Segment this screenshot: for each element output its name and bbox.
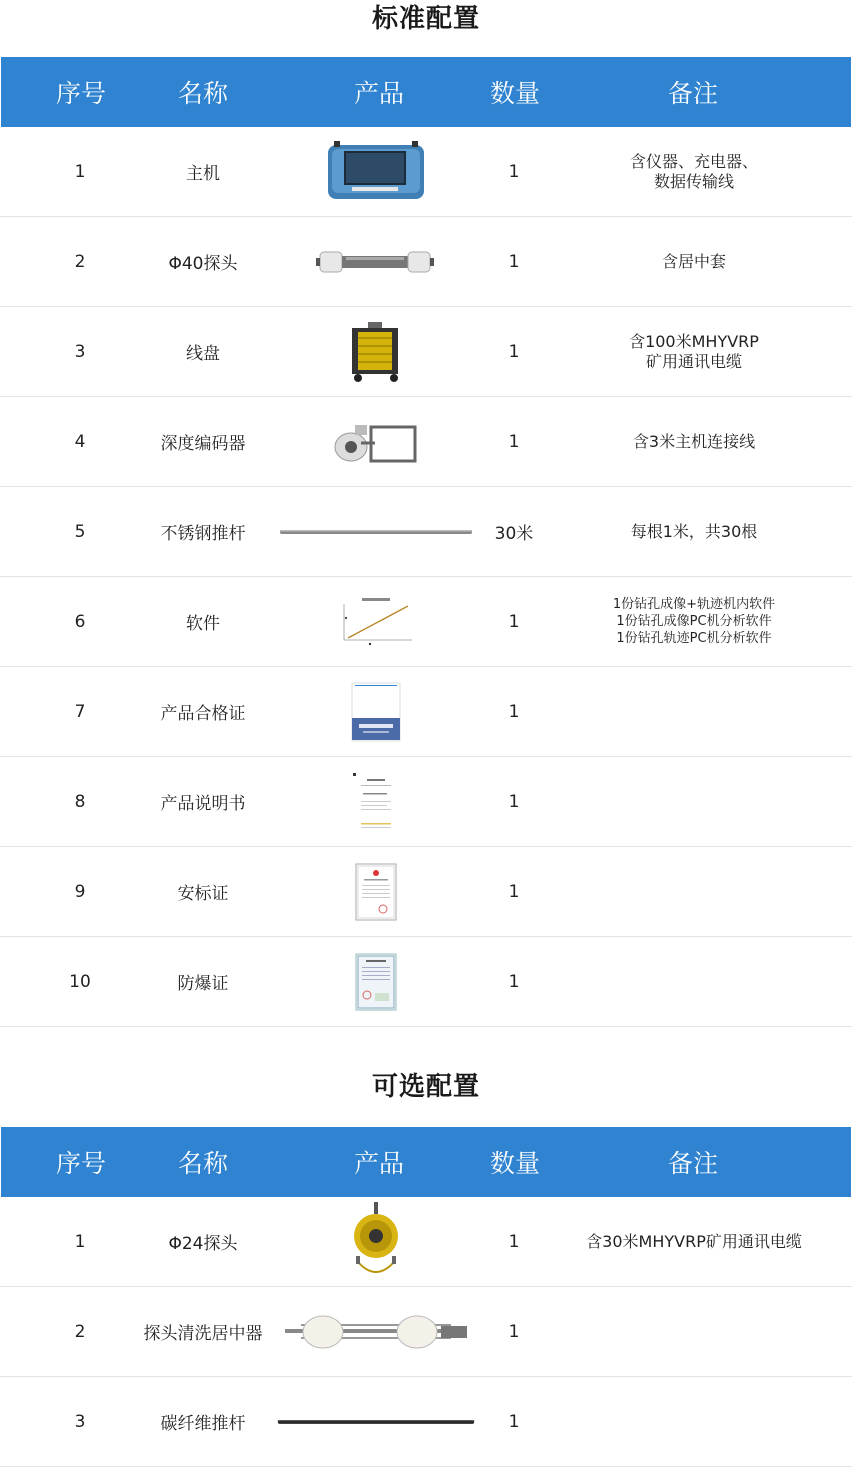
table-row xyxy=(0,937,852,1027)
host-device-icon xyxy=(276,127,476,216)
standard-table-body xyxy=(0,127,852,1027)
row-no: 3 xyxy=(74,1411,86,1432)
table-row xyxy=(0,127,852,217)
row-note xyxy=(556,667,832,756)
row-note: 1份钻孔成像+轨迹机内软件 1份钻孔成像PC机分析软件 1份钻孔轨迹PC机分析软件 xyxy=(612,597,776,646)
row-no: 1 xyxy=(74,161,86,182)
row-qty: 1 xyxy=(508,971,520,992)
table-row xyxy=(0,217,852,307)
row-no: 5 xyxy=(74,521,86,542)
header-name: 名称 xyxy=(177,79,228,108)
row-name: 碳纤维推杆 xyxy=(160,1414,246,1434)
header-name: 名称 xyxy=(177,1149,228,1178)
row-qty: 1 xyxy=(508,611,520,632)
table-row xyxy=(0,1287,852,1377)
header-product: 产品 xyxy=(353,1149,404,1178)
row-name: 深度编码器 xyxy=(160,434,246,454)
row-qty: 1 xyxy=(508,881,520,902)
row-no: 1 xyxy=(74,1231,86,1252)
row-note: 含3米主机连接线 xyxy=(632,431,756,451)
optional-config-title: 可选配置 xyxy=(371,1072,480,1102)
optional-table-body xyxy=(0,1197,852,1467)
row-note xyxy=(556,757,832,846)
table-row xyxy=(0,397,852,487)
table-row xyxy=(0,1377,852,1467)
row-no: 8 xyxy=(74,791,86,812)
row-name: 产品说明书 xyxy=(160,794,246,814)
row-no: 3 xyxy=(74,341,86,362)
row-note xyxy=(556,1287,832,1376)
table-row xyxy=(0,487,852,577)
row-no: 9 xyxy=(74,881,86,902)
header-note: 备注 xyxy=(667,1149,718,1178)
probe-reel-icon xyxy=(276,1197,476,1286)
row-qty: 1 xyxy=(508,341,520,362)
standard-config-title: 标准配置 xyxy=(371,4,480,34)
table-row xyxy=(0,847,852,937)
header-product: 产品 xyxy=(353,79,404,108)
row-qty: 1 xyxy=(508,1321,520,1342)
software-chart-icon xyxy=(276,577,476,666)
row-qty: 1 xyxy=(508,1411,520,1432)
row-no: 6 xyxy=(74,611,86,632)
header-no: 序号 xyxy=(55,79,106,108)
row-note xyxy=(556,847,832,936)
certificate-icon xyxy=(276,667,476,756)
probe-icon xyxy=(276,217,476,306)
table-row xyxy=(0,307,852,397)
row-note xyxy=(556,1377,832,1466)
row-note: 含仪器、充电器、 数据传输线 xyxy=(629,151,758,191)
row-name: 探头清洗居中器 xyxy=(143,1324,263,1344)
row-note: 含30米MHYVRP矿用通讯电缆 xyxy=(586,1231,802,1251)
row-qty: 1 xyxy=(508,251,520,272)
row-name: Φ40探头 xyxy=(168,254,238,274)
row-no: 10 xyxy=(69,971,91,992)
row-name: 软件 xyxy=(186,614,220,634)
optional-table-header xyxy=(1,1127,851,1197)
row-qty: 1 xyxy=(508,1231,520,1252)
row-name: 线盘 xyxy=(186,344,220,364)
depth-encoder-icon xyxy=(276,397,476,486)
row-name: 主机 xyxy=(186,164,220,184)
header-qty: 数量 xyxy=(489,79,540,108)
carbon-rod-icon xyxy=(276,1377,476,1466)
row-qty: 1 xyxy=(508,431,520,452)
standard-table-header xyxy=(1,57,851,127)
table-row xyxy=(0,667,852,757)
table-row xyxy=(0,1197,852,1287)
row-name: Φ24探头 xyxy=(168,1234,238,1254)
row-no: 2 xyxy=(74,251,86,272)
header-no: 序号 xyxy=(55,1149,106,1178)
explosion-proof-cert-icon xyxy=(276,937,476,1026)
steel-rod-icon xyxy=(276,487,476,576)
table-row xyxy=(0,757,852,847)
row-qty: 1 xyxy=(508,791,520,812)
row-note xyxy=(556,937,832,1026)
row-name: 不锈钢推杆 xyxy=(160,524,246,544)
table-row xyxy=(0,577,852,667)
row-no: 2 xyxy=(74,1321,86,1342)
row-no: 7 xyxy=(74,701,86,722)
header-note: 备注 xyxy=(667,79,718,108)
row-name: 防爆证 xyxy=(177,974,229,994)
row-no: 4 xyxy=(74,431,86,452)
centralizer-icon xyxy=(276,1287,476,1376)
row-name: 安标证 xyxy=(177,884,229,904)
row-note: 含居中套 xyxy=(661,251,726,271)
row-qty: 1 xyxy=(508,161,520,182)
row-qty: 30米 xyxy=(494,524,534,544)
header-qty: 数量 xyxy=(489,1149,540,1178)
cable-reel-icon xyxy=(276,307,476,396)
safety-cert-icon xyxy=(276,847,476,936)
manual-icon xyxy=(276,757,476,846)
row-note: 每根1米，共30根 xyxy=(630,521,758,541)
row-note: 含100米MHYVRP 矿用通讯电缆 xyxy=(629,331,759,371)
row-qty: 1 xyxy=(508,701,520,722)
row-name: 产品合格证 xyxy=(160,704,246,724)
